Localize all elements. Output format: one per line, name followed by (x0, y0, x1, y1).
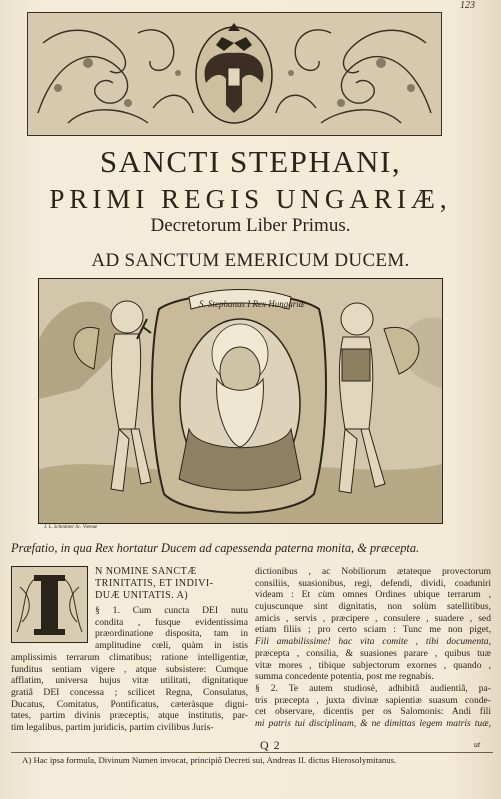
text-line: præcepta , consilia, & suasiones parare , quibus tuæ (255, 647, 491, 659)
text-line: afflatim, universa hujus vitæ utilitati, dignitatique (11, 675, 248, 687)
decorated-initial (11, 566, 88, 643)
title-line-3: Decretorum Liber Primus. (150, 215, 351, 236)
footnote: A) Hac ipsa formula, Divinum Numen invocat, principiô Decreti sui, Andreas II. dictus Hierosolymitanus. (22, 755, 397, 765)
ornamental-headpiece (27, 12, 442, 136)
text-line: consiliis, suasionibus, regi, defendi, dividi, coaduniri (255, 577, 491, 589)
title-line-1: SANCTI STEPHANI, (99, 144, 402, 179)
page-number: 123 (460, 0, 475, 11)
text-line: dictionibus , ac Nobiliorum ætateque provectorum (255, 566, 491, 577)
text-line: etiam filiis ; pro certo sciam : Tunc me non piget, (255, 624, 491, 636)
text-line: mi patris tui disciplinam, & ne dimittas legem matris tuæ, (255, 717, 491, 729)
incipit-text (95, 566, 245, 602)
signature-mark: Q 2 (260, 738, 281, 752)
title-line-2: PRIMI REGIS UNGARIÆ, (49, 184, 452, 214)
engraver-credit: J. L. Schmitner Sc. Viennæ (44, 525, 98, 530)
text-line: cet observare, dicentis per os Salomonis: Andi fili (255, 706, 491, 718)
text-line: vitæ mores , tibique subjectorum exornes , quando , (255, 659, 491, 671)
preface-heading: Præfatio, in qua Rex hortatur Ducem ad capessenda paterna monita, & præcepta. (11, 541, 420, 555)
text-line: amplitudine cœli, quàm in istis (95, 640, 248, 652)
text-line: tates, partim divinis præceptis, atque institutis, par- (11, 710, 248, 722)
text-line: gratiâ DEI concessa ; scilicet Regna, Consulatus, (11, 687, 248, 699)
text-line: § 2. Te autem studiosè, adhibitâ audientiâ, pa- (255, 682, 491, 694)
text-line: tris præcepta , juxta divinæ sapientiæ suasum conde- (255, 694, 491, 706)
title-line-4: AD SANCTUM EMERICUM DUCEM. (91, 250, 410, 271)
text-line: videam : Et cùm omnes Ordines ubique terrarum , (255, 589, 491, 601)
text-line: Fili amabilissime! hac vita comite , tibi documenta, (255, 636, 491, 648)
text-line: summa concedente potentia, post me regnabis. (255, 671, 434, 683)
engraved-portrait-plate (38, 278, 443, 524)
text-line: condita , fusque evidentissima (95, 616, 248, 628)
headpiece-engraving (28, 13, 441, 135)
text-line: præordinatione disposita, tam in (95, 628, 248, 640)
initial-letter-i-icon (12, 567, 87, 642)
text-line: cujuscunque sint dignitatis, non solùm satellitibus, (255, 601, 491, 613)
incipit-line: N NOMINE SANCTÆ (95, 566, 197, 577)
incipit-line: TRINITATIS, ET INDIVI- (95, 578, 214, 589)
text-line: amplissimis terrarum climatibus; ratione intelligentiæ, (11, 652, 248, 663)
text-line: § 1. Cum cuncta DEI nutu (95, 605, 248, 616)
right-column (255, 566, 491, 730)
portrait-engraving (39, 279, 442, 523)
portrait-cartouche (152, 290, 326, 513)
ribbon-inscription: S. Stephanus I Rex Hungariæ (199, 299, 305, 309)
text-line: amicis , servis , præcipere , consulere , suadere , sed (255, 612, 491, 624)
text-line: tim legalibus, partim juridicis, partim civilibus Juris- (11, 722, 214, 734)
left-column-narrow (95, 605, 248, 652)
incipit-line: DUÆ UNITATIS. A) (95, 590, 189, 601)
footnote-rule (11, 752, 493, 753)
catchword: ut (474, 740, 481, 749)
left-column-wide (11, 652, 248, 734)
text-line: Ducatus, Comitatus, Pontificatus, cæteràsque digni- (11, 698, 248, 710)
text-line: funditus sentiam vigere , atque subsistere: Cumque (11, 663, 248, 675)
